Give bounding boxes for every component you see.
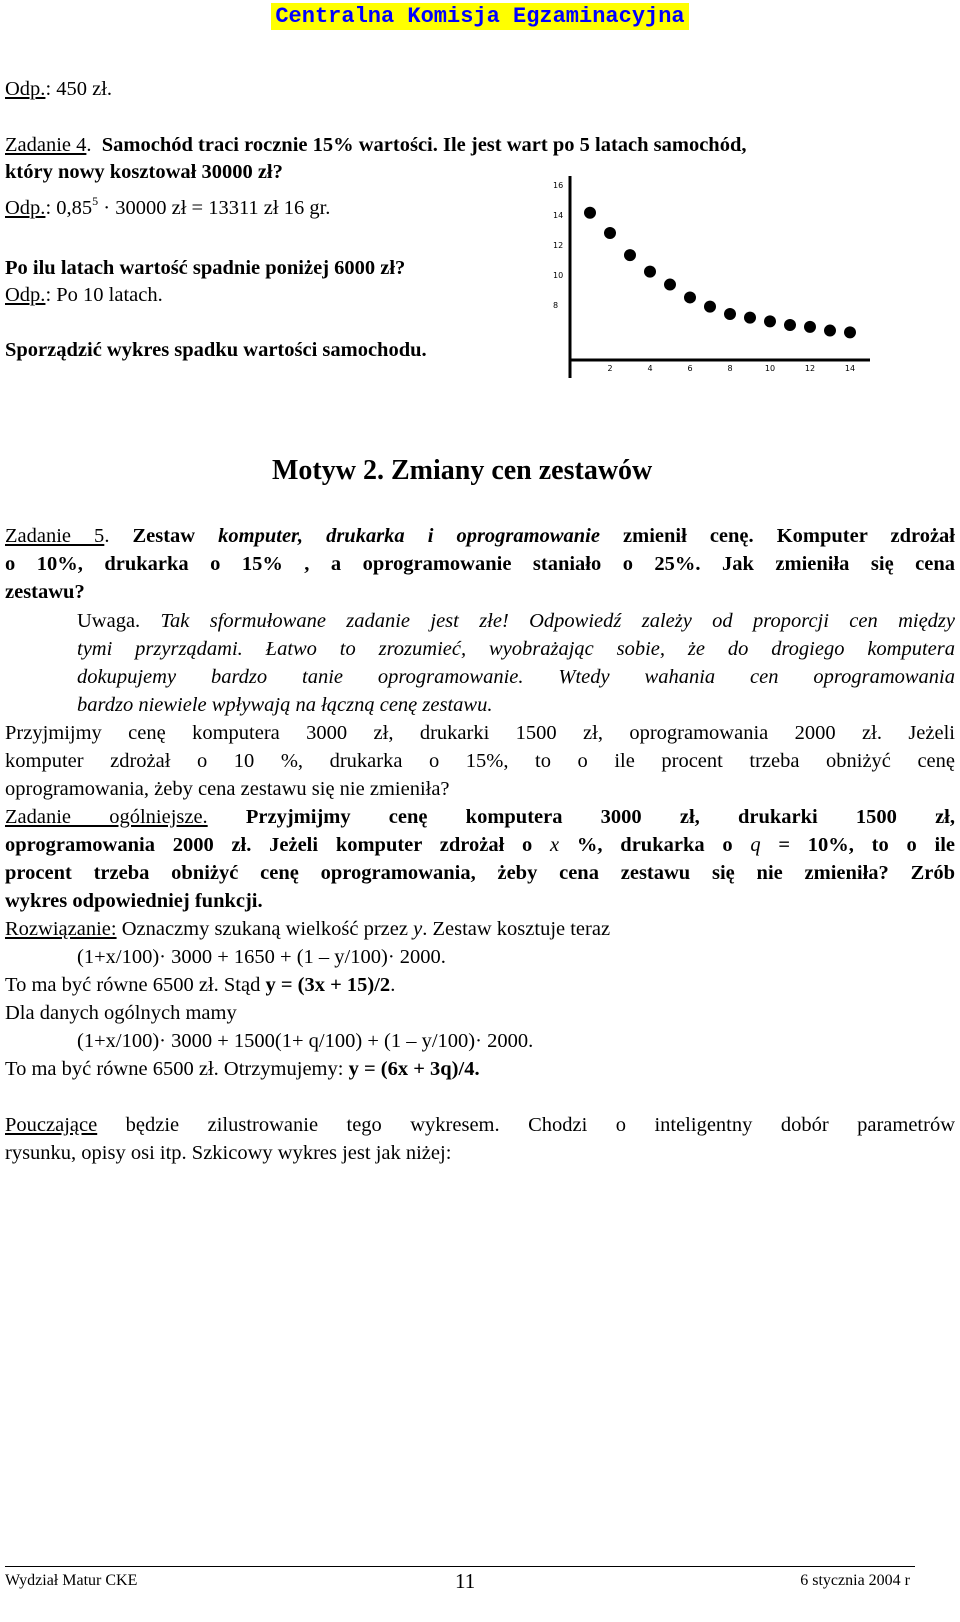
data-point	[724, 308, 736, 320]
footer-date: 6 stycznia 2004 r	[800, 1572, 910, 1589]
result-formula: y = (6x + 3q)/4.	[348, 1058, 480, 1080]
closing-line-1	[5, 1113, 955, 1137]
general-task-text: = 10%, to o ile	[760, 834, 955, 856]
note-line-1	[77, 609, 955, 633]
motif-heading: Motyw 2. Zmiany cen zestawów	[272, 455, 653, 486]
data-point	[624, 249, 636, 261]
data-point	[844, 326, 856, 338]
data-point	[704, 301, 716, 313]
solution-text: To ma być równe 6500 zł. Stąd	[5, 974, 266, 996]
closing-label: Pouczające	[5, 1114, 98, 1136]
paragraph-1-line-1: Przyjmijmy cenę komputera 3000 zł, drukarki 1500 zł, oprogramowania 2000 zł. Jeżeli	[5, 722, 955, 744]
task-5-line-1	[5, 524, 955, 548]
page-number: 11	[455, 1569, 476, 1593]
x-tick-label: 12	[804, 364, 816, 373]
answer-1	[5, 77, 112, 101]
data-point	[664, 279, 676, 291]
closing-text: będzie zilustrowanie tego wykresem. Chodzi o inteligentny dobór parametrów	[97, 1114, 955, 1136]
data-point	[644, 266, 656, 278]
task-5-label: Zadanie 5	[5, 525, 105, 547]
general-task-text: Przyjmijmy cenę komputera 3000 zł, drukarki 1500 zł,	[207, 806, 955, 828]
task-4-question-3: Sporządzić wykres spadku wartości samochodu.	[5, 339, 427, 361]
general-task-line-2	[5, 833, 955, 857]
exponent: 5	[92, 194, 99, 208]
data-point	[584, 207, 596, 219]
y-tick-label: 8	[553, 301, 559, 310]
solution-text: To ma być równe 6500 zł. Otrzymujemy:	[5, 1058, 349, 1080]
task-5-italic: komputer, drukarka i oprogramowanie	[218, 525, 600, 547]
solution-line-3: Dla danych ogólnych mamy	[5, 1002, 237, 1024]
x-tick-label: 8	[727, 364, 733, 373]
general-task-text: oprogramowania 2000 zł. Jeżeli komputer zdrożał o	[5, 834, 551, 856]
data-point	[784, 319, 796, 331]
general-task-text: %, drukarka o	[559, 834, 751, 856]
general-task-line-1	[5, 805, 955, 829]
note-text: Tak sformułowane zadanie jest złe! Odpowiedź zależy od proporcji cen między	[140, 610, 955, 632]
x-tick-label: 4	[647, 364, 653, 373]
solution-label: Rozwiązanie:	[5, 918, 117, 940]
formula-1: (1+x/100)· 3000 + 1650 + (1 – y/100)· 2000.	[77, 946, 446, 968]
y-tick-label: 10	[553, 271, 564, 280]
header-title: Centralna Komisja Egzaminacyjna	[271, 3, 688, 30]
data-point	[824, 325, 836, 337]
task-4-line-1	[5, 133, 746, 157]
answer-label: Odp.	[5, 284, 46, 306]
variable-x: x	[550, 834, 560, 856]
task-4-dot: .	[86, 134, 92, 156]
variable-q: q	[750, 834, 761, 856]
header	[0, 3, 960, 30]
solution-line-4	[5, 1057, 480, 1081]
x-tick-label: 14	[844, 364, 856, 373]
answer-text: : 450 zł.	[45, 78, 113, 100]
answer-text: : 0,85	[45, 197, 93, 219]
task-4-label: Zadanie 4	[5, 134, 87, 156]
x-tick-label: 6	[687, 364, 693, 373]
note-label: Uwaga.	[77, 610, 141, 632]
y-tick-label: 14	[553, 211, 564, 220]
solution-text: .	[390, 974, 396, 996]
answer-text: : Po 10 latach.	[45, 284, 163, 306]
note-line-3: dokupujemy bardzo tanie oprogramowanie. Wtedy wahania cen oprogramowania	[77, 666, 955, 688]
data-point	[764, 315, 776, 327]
general-task-label: Zadanie ogólniejsze.	[5, 806, 208, 828]
general-task-line-3: procent trzeba obniżyć cenę oprogramowania, żeby cena zestawu się nie zmieniła? Zrób	[5, 862, 955, 884]
answer-2	[5, 196, 330, 220]
general-task-line-4: wykres odpowiedniej funkcji.	[5, 890, 263, 912]
task-4-question-1a: Samochód traci rocznie 15% wartości. Ile jest wart po 5 latach samochód,	[101, 134, 747, 156]
x-tick-label: 10	[764, 364, 776, 373]
closing-line-2: rysunku, opisy osi itp. Szkicowy wykres jest jak niżej:	[5, 1142, 452, 1164]
solution-text: . Zestaw kosztuje teraz	[422, 918, 611, 940]
formula-2: (1+x/100)· 3000 + 1500(1+ q/100) + (1 – y/100)· 2000.	[77, 1030, 534, 1052]
task-5-text: Zestaw	[109, 525, 219, 547]
solution-line-2	[5, 973, 395, 997]
note-line-2: tymi przyrządami. Łatwo to zrozumieć, wyobrażając sobie, że do drogiego komputera	[77, 638, 955, 660]
result-formula: y = (3x + 15)/2	[265, 974, 391, 996]
task-4-question-2: Po ilu latach wartość spadnie poniżej 6000 zł?	[5, 257, 406, 279]
note-line-4: bardzo niewiele wpływają na łączną cenę zestawu.	[77, 694, 493, 716]
data-point	[804, 321, 816, 333]
solution-text: Oznaczmy szukaną wielkość przez	[116, 918, 414, 940]
task-5-dot: .	[104, 525, 110, 547]
answer-3	[5, 283, 163, 307]
data-point	[684, 291, 696, 303]
task-5-line-3: zestawu?	[5, 581, 85, 603]
task-4-question-1b: który nowy kosztował 30000 zł?	[5, 161, 283, 183]
answer-label: Odp.	[5, 197, 46, 219]
footer-left: Wydział Matur CKE	[5, 1572, 138, 1589]
footer-rule	[5, 1566, 915, 1567]
data-point	[604, 227, 616, 239]
answer-label: Odp.	[5, 78, 46, 100]
task-5-line-2: o 10%, drukarka o 15% , a oprogramowanie staniało o 25%. Jak zmieniła się cena	[5, 553, 955, 575]
value-decay-chart	[545, 168, 875, 383]
solution-line-1	[5, 917, 610, 941]
variable-y: y	[413, 918, 423, 940]
data-point	[744, 312, 756, 324]
paragraph-1-line-2: komputer zdrożał o 10 %, drukarka o 15%, to o ile procent trzeba obniżyć cenę	[5, 750, 955, 772]
x-tick-label: 2	[607, 364, 613, 373]
paragraph-1-line-3: oprogramowania, żeby cena zestawu się nie zmieniła?	[5, 778, 450, 800]
answer-text: · 30000 zł = 13311 zł 16 gr.	[98, 197, 331, 219]
y-tick-label: 16	[553, 181, 564, 190]
y-tick-label: 12	[553, 241, 564, 250]
task-5-text: zmienił cenę. Komputer zdrożał	[599, 525, 955, 547]
